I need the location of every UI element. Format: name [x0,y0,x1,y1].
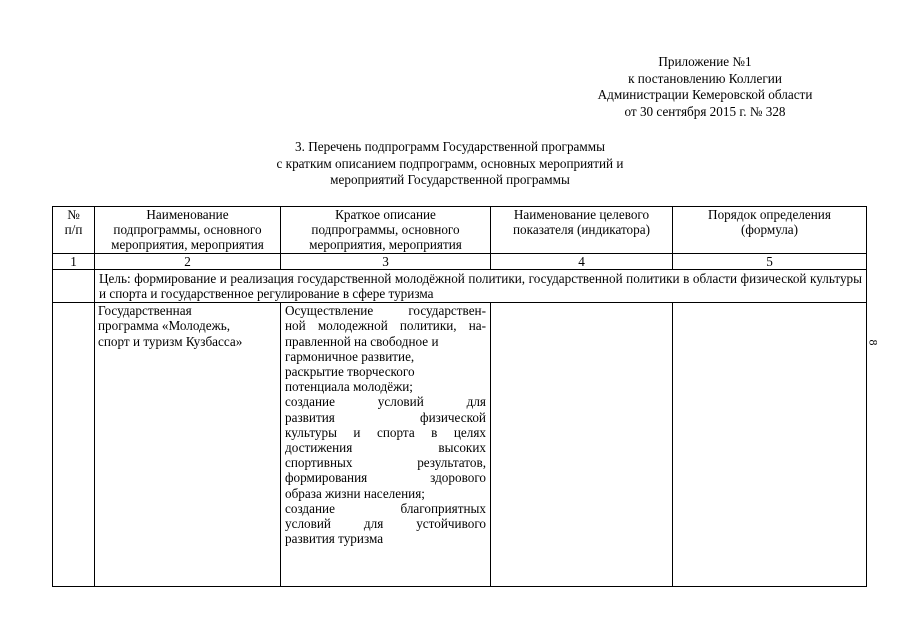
appendix-resolution: к постановлению Коллегии [628,70,782,86]
formula-cell [673,303,867,587]
indicator-cell [491,303,673,587]
program-table [52,206,867,587]
header-indicator: Наименование целевого показателя (индикатора) [491,207,673,254]
document-title [210,139,690,189]
program-name-cell: Государственная программа «Молодежь, спорт и туризм Кузбасса» [95,303,281,587]
goal-empty-cell [53,269,95,302]
header-formula: Порядок определения (формула) [673,207,867,254]
appendix-administration: Администрации Кемеровской области [597,87,813,102]
goal-row [53,269,867,302]
table-header-row [53,207,867,254]
column-number-row [53,253,867,269]
goal-text: Цель: формирование и реализация государственной молодёжной политики, государственной политики в области физической культуры и спорта и государственное регулирование в сфере туризма [95,269,867,302]
appendix-date: от 30 сентября 2015 г. № 328 [624,103,786,119]
column-number: 4 [491,253,673,269]
column-number: 1 [53,253,95,269]
title-line-3: мероприятий Государственной программы [330,172,570,187]
header-number: № п/п [53,207,95,254]
header-description: Краткое описание подпрограммы, основного мероприятия, мероприятия [281,207,491,254]
column-number: 5 [673,253,867,269]
appendix-title: Приложение №1 [658,54,752,69]
program-description-cell: Осуществление государствен- ной молодежной политики, на- правленной на свободное и гармоничное развитие, раскрытие творческого потенциала молодёжи; создание условий для развития физической культуры и спорта в целях достижения высоких спортивных результатов, формирования здорового образа жизни населения; создание благоприятных условий для устойчивого развития туризма [281,303,491,587]
table-row [53,303,867,587]
appendix-block [560,54,850,120]
title-line-1: 3. Перечень подпрограмм Государственной программы [295,139,605,154]
row-number-cell [53,303,95,587]
column-number: 2 [95,253,281,269]
header-name: Наименование подпрограммы, основного мероприятия, мероприятия [95,207,281,254]
column-number: 3 [281,253,491,269]
title-line-2: с кратким описанием подпрограмм, основных мероприятий и [276,155,624,171]
page-number: 8 [866,339,881,346]
